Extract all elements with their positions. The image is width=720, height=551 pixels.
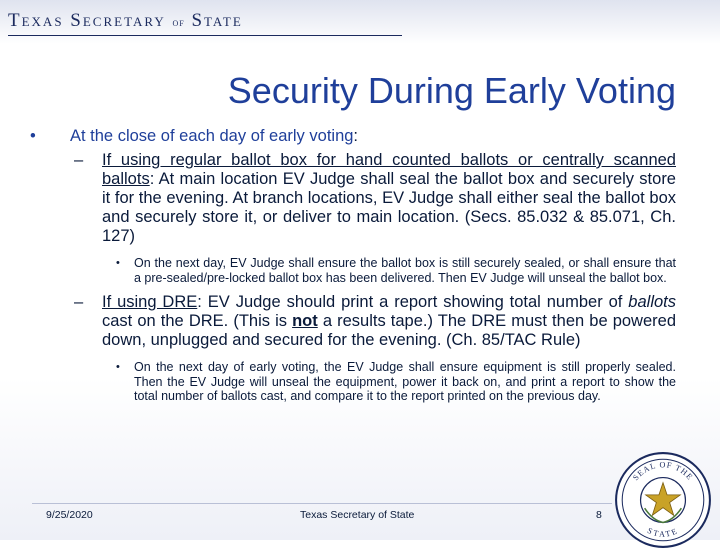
agency-name-of: of <box>172 15 185 29</box>
footer-date: 9/25/2020 <box>46 509 93 521</box>
agency-name-part2: State <box>191 10 243 31</box>
bullet-level1-label: At the close of each day of early voting <box>70 127 354 145</box>
sub-bullet-dre-text-c: a results tape.) The DRE must then be powered down, unplugged and secured for the evening. (Ch. 85/TAC Rule) <box>102 312 676 349</box>
agency-name-part1: Texas Secretary <box>8 10 166 31</box>
slide-title: Security During Early Voting <box>227 70 676 111</box>
note-mark: • <box>116 257 120 269</box>
sub-bullet-ballot-box-heading: If using regular ballot box for hand counted ballots or centrally scanned ballots <box>102 151 676 188</box>
note-mark: • <box>116 361 120 373</box>
header-divider <box>8 35 402 36</box>
note-ballot-box <box>30 256 676 285</box>
bullet-mark: • <box>30 127 36 145</box>
bullet-level1 <box>30 126 676 146</box>
sub-bullet-dre <box>30 293 676 350</box>
sub-bullet-dre-text-a: : EV Judge should print a report showing total number of <box>197 293 629 311</box>
sub-bullet-ballot-box <box>30 151 676 246</box>
sub-bullet-dre-emphasis: not <box>292 312 318 330</box>
note-dre-text: On the next day of early voting, the EV Judge shall ensure equipment is still properly sealed. Then the EV Judge will unseal the equipment, power it back on, and print a report to show the total number of ballots cast, and compare it to the report printed on the previous day. <box>134 360 676 403</box>
footer-divider <box>32 503 612 504</box>
sub-bullet-ballot-box-text: : At main location EV Judge shall seal the ballot box and securely store it for the evening. At branch locations, EV Judge shall either seal the ballot box and securely store it, or deliver to main location. (Secs. 85.032 & 85.071, Ch. 127) <box>102 170 676 245</box>
footer-organization: Texas Secretary of State <box>300 509 415 521</box>
sub-bullet-dre-text-b: cast on the DRE. (This is <box>102 312 293 330</box>
state-seal-icon <box>612 449 714 551</box>
bullet-level1-colon: : <box>353 127 359 145</box>
dash-mark: – <box>74 151 84 169</box>
seal-bottom-text: STATE <box>645 525 681 539</box>
sub-bullet-dre-heading: If using DRE <box>102 293 198 311</box>
agency-name <box>8 10 243 32</box>
note-ballot-box-text: On the next day, EV Judge shall ensure the ballot box is still securely sealed, or shall ensure that a pre-sealed/pre-locked ballot box has been delivered. Then EV Judge will unseal the ballot box. <box>134 256 676 285</box>
sub-bullet-dre-italic: ballots <box>628 293 676 311</box>
note-dre <box>30 360 676 404</box>
seal-top-text: SEAL OF THE <box>631 460 695 483</box>
slide-content <box>30 126 676 404</box>
dash-mark: – <box>74 293 84 311</box>
page-number: 8 <box>596 509 602 521</box>
